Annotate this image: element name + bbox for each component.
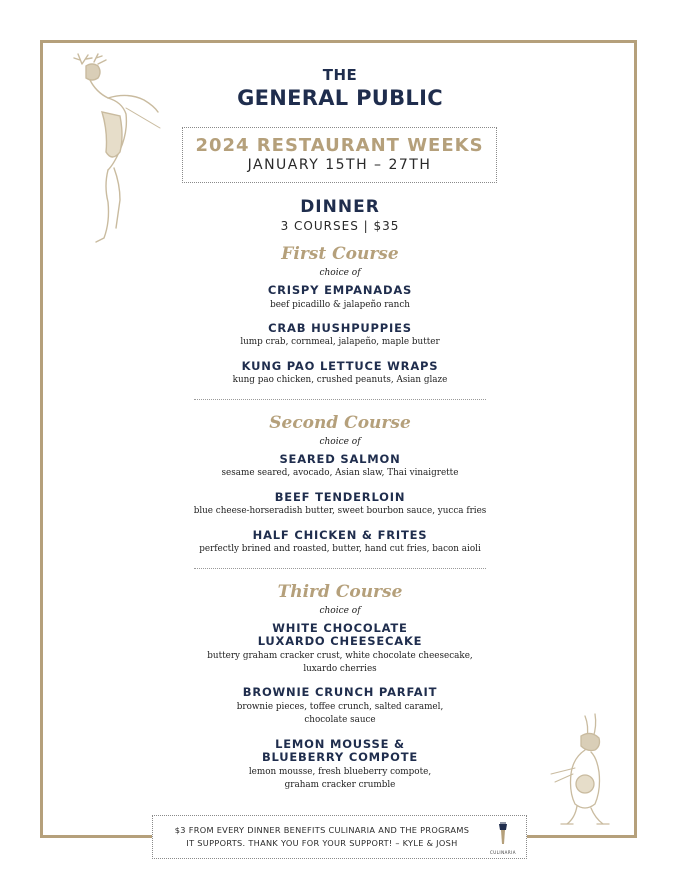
brand-name: GENERAL PUBLIC xyxy=(237,86,443,110)
dish-name: CRAB HUSHPUPPIES xyxy=(268,321,412,335)
course-heading-second: Second Course xyxy=(269,413,411,433)
choice-label: choice of xyxy=(319,268,361,278)
footer-line-1: $3 FROM EVERY DINNER BENEFITS CULINARIA AND THE PROGRAMS xyxy=(174,825,470,835)
dish-name: CRISPY EMPANADAS xyxy=(267,283,413,297)
dish-name: BLUEBERRY COMPOTE xyxy=(261,750,419,764)
course-divider xyxy=(194,568,486,569)
torch-icon xyxy=(496,822,510,846)
course-heading-third: Third Course xyxy=(277,582,403,602)
dish-description: beef picadillo & jalapeño ranch xyxy=(270,300,410,310)
dish-name: LUXARDO CHEESECAKE xyxy=(257,634,423,648)
meal-subtitle: 3 COURSES | $35 xyxy=(280,219,400,233)
dish-name: BEEF TENDERLOIN xyxy=(274,490,406,504)
dish-name: BROWNIE CRUNCH PARFAIT xyxy=(242,685,438,699)
footer-line-2: IT SUPPORTS. THANK YOU FOR YOUR SUPPORT! – KYLE & JOSH xyxy=(186,838,458,848)
event-title: 2024 RESTAURANT WEEKS xyxy=(195,135,484,156)
dish-description: lemon mousse, fresh blueberry compote, xyxy=(248,767,432,777)
course-divider xyxy=(194,399,486,400)
culinaria-logo xyxy=(486,822,520,856)
dish-description: lump crab, cornmeal, jalapeño, maple butter xyxy=(240,337,440,347)
dish-description: blue cheese-horseradish butter, sweet bourbon sauce, yucca fries xyxy=(193,506,487,516)
dish-name: WHITE CHOCOLATE xyxy=(272,621,408,635)
dish-description: perfectly brined and roasted, butter, hand cut fries, bacon aioli xyxy=(199,544,481,554)
culinaria-logo-text: CULINARIA xyxy=(489,850,517,855)
dish-name: HALF CHICKEN & FRITES xyxy=(252,528,428,542)
course-heading-first: First Course xyxy=(281,244,399,264)
dish-description: brownie pieces, toffee crunch, salted caramel, xyxy=(236,702,444,712)
dish-description: luxardo cherries xyxy=(303,664,377,674)
footer-message xyxy=(161,824,483,850)
dish-description: kung pao chicken, crushed peanuts, Asian glaze xyxy=(232,375,448,385)
meal-title: DINNER xyxy=(300,197,380,217)
dish-description: chocolate sauce xyxy=(304,715,376,725)
dish-description: sesame seared, avocado, Asian slaw, Thai vinaigrette xyxy=(221,468,459,478)
brand-the: THE xyxy=(322,66,358,84)
dish-name: SEARED SALMON xyxy=(279,452,401,466)
choice-label: choice of xyxy=(319,437,361,447)
footer-box xyxy=(152,815,527,859)
dish-name: LEMON MOUSSE & xyxy=(275,737,405,751)
dish-name: KUNG PAO LETTUCE WRAPS xyxy=(241,359,439,373)
event-box xyxy=(182,127,497,183)
choice-label: choice of xyxy=(319,606,361,616)
event-dates: JANUARY 15TH – 27TH xyxy=(247,157,432,173)
dish-description: graham cracker crumble xyxy=(284,780,396,790)
dish-description: buttery graham cracker crust, white chocolate cheesecake, xyxy=(207,651,473,661)
